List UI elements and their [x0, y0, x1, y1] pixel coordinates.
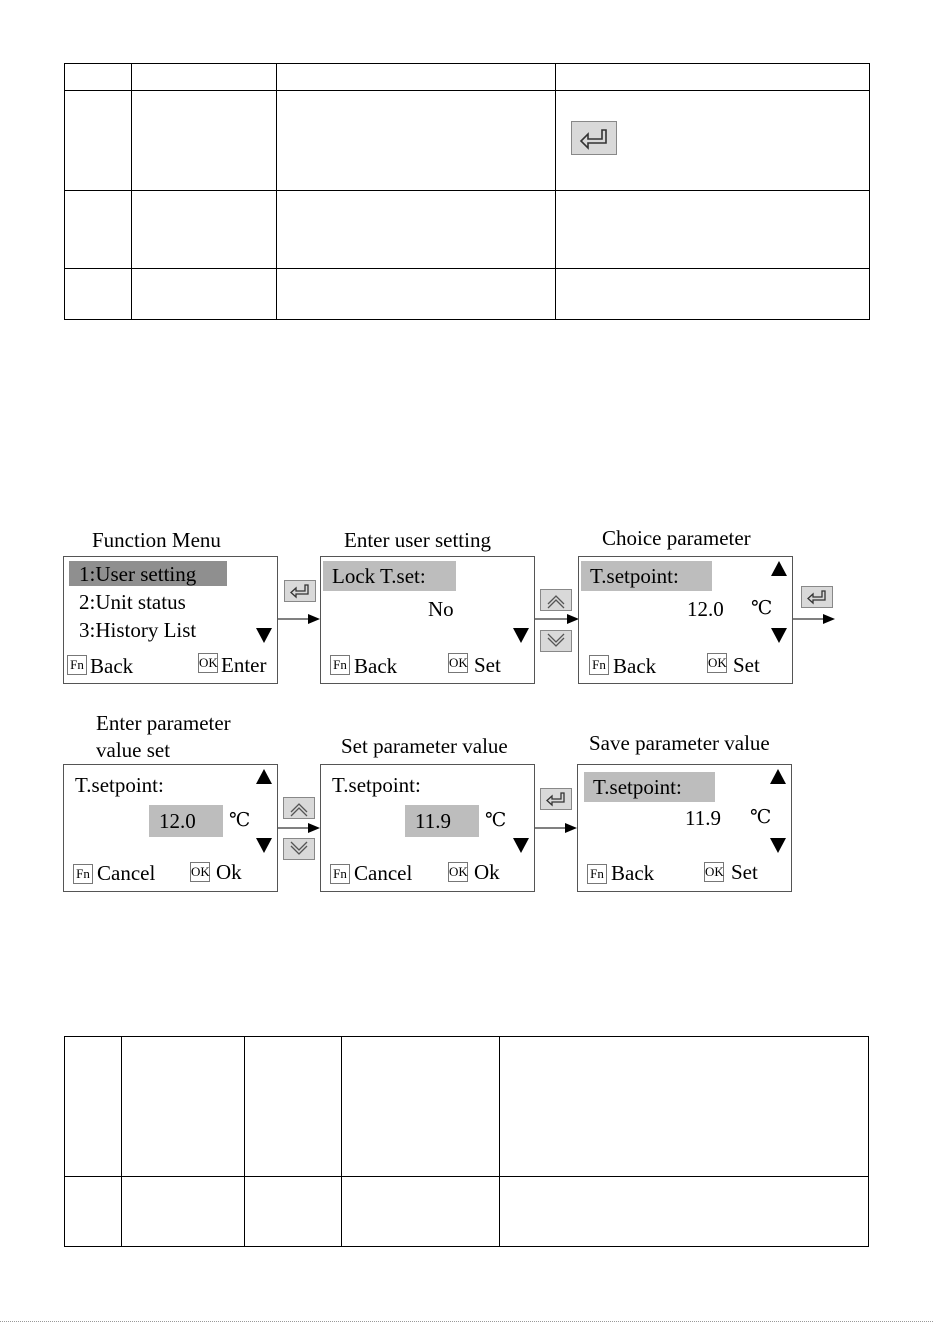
enter-key-icon: [571, 121, 617, 155]
ok-key-icon: OK: [448, 862, 468, 882]
caption-save-parameter-value: Save parameter value: [589, 731, 770, 755]
fn-key-icon: Fn: [73, 864, 93, 884]
unit-label: ℃: [229, 810, 251, 831]
scroll-up-indicator-icon: [256, 769, 272, 784]
unit-label: ℃: [485, 810, 507, 831]
enter-key-icon: [801, 586, 833, 608]
ok-key-icon: OK: [198, 653, 218, 673]
table-row: [65, 64, 870, 91]
flow-arrow: [278, 612, 322, 626]
scroll-down-indicator-icon: [513, 628, 529, 643]
down-key-icon: [540, 630, 572, 652]
screen-set-parameter-value: [320, 764, 535, 892]
scroll-down-indicator-icon: [770, 838, 786, 853]
screen-function-menu: [63, 556, 278, 684]
ok-key-icon: OK: [704, 862, 724, 882]
table-row: [65, 191, 870, 269]
caption-choice-parameter: Choice parameter: [602, 526, 751, 550]
ok-key-icon: OK: [707, 653, 727, 673]
table-row: [65, 1177, 869, 1247]
param-value: 12.0: [687, 597, 724, 621]
fn-label: Back: [90, 654, 134, 678]
up-key-icon: [540, 589, 572, 611]
screen-user-setting: [320, 556, 535, 684]
ok-label: Set: [733, 653, 760, 677]
table-row: [65, 91, 870, 191]
ok-label: Ok: [216, 860, 242, 884]
scroll-down-indicator-icon: [771, 628, 787, 643]
param-name: T.setpoint:: [590, 564, 679, 588]
scroll-down-indicator-icon: [256, 838, 272, 853]
caption-value-set: value set: [96, 738, 171, 762]
param-value: 12.0: [159, 809, 196, 833]
ok-key-icon: OK: [448, 653, 468, 673]
caption-function-menu: Function Menu: [92, 528, 221, 552]
param-name: Lock T.set:: [332, 564, 426, 588]
flow-arrow: [793, 612, 837, 626]
flow-arrow: [278, 821, 322, 835]
unit-label: ℃: [750, 807, 772, 828]
ok-label: Enter: [221, 653, 267, 677]
param-name: T.setpoint:: [75, 773, 164, 797]
fn-label: Back: [354, 654, 398, 678]
table-row: [65, 269, 870, 320]
param-value: No: [428, 597, 454, 621]
ok-label: Set: [474, 653, 501, 677]
ok-label: Set: [731, 860, 758, 884]
screen-choice-parameter: [578, 556, 793, 684]
caption-enter-parameter: Enter parameter: [96, 711, 231, 735]
screen-save-parameter-value: [577, 764, 792, 892]
param-value: 11.9: [685, 806, 721, 830]
enter-key-icon: [284, 580, 316, 602]
param-name: T.setpoint:: [332, 773, 421, 797]
fn-label: Back: [611, 861, 655, 885]
table-row: [65, 1037, 869, 1177]
fn-label: Back: [613, 654, 657, 678]
fn-label: Cancel: [354, 861, 413, 885]
scroll-up-indicator-icon: [771, 561, 787, 576]
enter-key-icon: [540, 788, 572, 810]
scroll-down-indicator-icon: [513, 838, 529, 853]
scroll-up-indicator-icon: [770, 769, 786, 784]
ok-label: Ok: [474, 860, 500, 884]
fn-key-icon: Fn: [587, 864, 607, 884]
caption-enter-user-setting: Enter user setting: [344, 528, 491, 552]
top-table: [64, 63, 870, 320]
down-key-icon: [283, 838, 315, 860]
unit-label: ℃: [751, 598, 773, 619]
bottom-table: [64, 1036, 869, 1247]
scroll-down-indicator-icon: [256, 628, 272, 643]
menu-item-user-setting: 1:User setting: [79, 562, 197, 586]
ok-key-icon: OK: [190, 862, 210, 882]
fn-label: Cancel: [97, 861, 156, 885]
menu-item-unit-status: 2:Unit status: [79, 590, 186, 614]
caption-set-parameter-value: Set parameter value: [341, 734, 508, 758]
fn-key-icon: Fn: [330, 655, 350, 675]
param-name: T.setpoint:: [593, 775, 682, 799]
flow-arrow: [535, 821, 579, 835]
fn-key-icon: Fn: [589, 655, 609, 675]
fn-key-icon: Fn: [330, 864, 350, 884]
menu-item-history-list: 3:History List: [79, 618, 197, 642]
up-key-icon: [283, 797, 315, 819]
param-value: 11.9: [415, 809, 451, 833]
screen-enter-value-set: [63, 764, 278, 892]
flow-arrow: [535, 612, 581, 626]
page-edge-line: [0, 1321, 933, 1322]
fn-key-icon: Fn: [67, 655, 87, 675]
